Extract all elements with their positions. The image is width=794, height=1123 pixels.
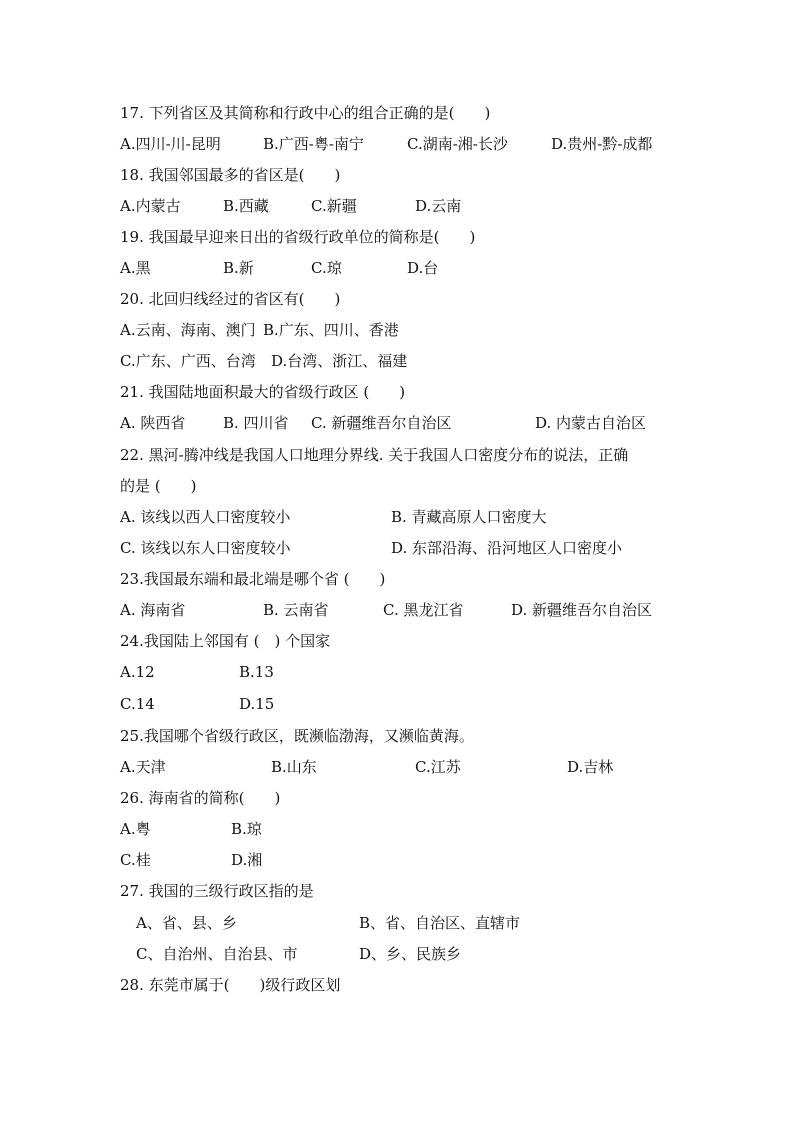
question-26-stem: 26. 海南省的简称( ) [120,789,281,807]
question-22-option-d: D. 东部沿海、沿河地区人口密度小 [391,539,623,557]
question-21-option-a: A. 陕西省 [120,414,186,432]
question-20-option-a: A.云南、海南、澳门 [120,321,256,339]
question-27-option-b: B、省、自治区、直辖市 [359,914,521,932]
question-22-option-b: B. 青藏高原人口密度大 [391,508,547,526]
question-25-option-c: C.江苏 [415,758,461,776]
question-26-option-a: A.粤 [120,820,151,838]
question-23-stem: 23.我国最东端和最北端是哪个省 ( ) [120,570,386,588]
question-19-option-d: D.台 [407,259,439,277]
question-17-option-b: B.广西-粤-南宁 [263,135,364,153]
question-24-option-c: C.14 [120,695,155,713]
question-28-stem: 28. 东莞市属于( )级行政区划 [120,976,341,994]
question-17-option-d: D.贵州-黔-成都 [551,135,653,153]
question-24-stem: 24.我国陆上邻国有 ( ) 个国家 [120,632,331,650]
question-22-option-a: A. 该线以西人口密度较小 [120,508,291,526]
question-20-option-b: B.广东、四川、香港 [263,321,399,339]
question-22-option-c: C. 该线以东人口密度较小 [120,539,291,557]
question-22-stem-continued: 的是 ( ) [120,477,197,495]
question-19-option-b: B.新 [223,259,254,277]
question-20-option-d: D.台湾、浙江、福建 [271,352,408,370]
question-23-option-b: B. 云南省 [263,601,329,619]
question-21-option-c: C. 新疆维吾尔自治区 [311,414,452,432]
question-18-option-b: B.西藏 [223,197,269,215]
question-27-option-a: A、省、县、乡 [136,914,237,932]
question-24-option-b: B.13 [239,663,274,681]
question-19-option-c: C.琼 [311,259,342,277]
question-17-option-c: C.湖南-湘-长沙 [407,135,508,153]
question-24-option-d: D.15 [239,695,275,713]
question-27-option-d: D、乡、民族乡 [359,945,462,963]
question-27-stem: 27. 我国的三级行政区指的是 [120,882,314,900]
question-21-option-d: D. 内蒙古自治区 [535,414,647,432]
question-19-option-a: A.黑 [120,259,151,277]
question-25-option-d: D.吉林 [567,758,614,776]
question-24-option-a: A.12 [120,663,155,681]
question-21-option-b: B. 四川省 [223,414,289,432]
question-18-option-c: C.新疆 [311,197,357,215]
question-19-stem: 19. 我国最早迎来日出的省级行政单位的简称是( ) [120,228,476,246]
question-23-option-c: C. 黑龙江省 [383,601,464,619]
question-26-option-b: B.琼 [231,820,262,838]
question-17-stem: 17. 下列省区及其简称和行政中心的组合正确的是( ) [120,104,491,122]
question-26-option-c: C.桂 [120,851,151,869]
question-20-stem: 20. 北回归线经过的省区有( ) [120,290,341,308]
question-25-option-a: A.天津 [120,758,166,776]
question-18-option-d: D.云南 [415,197,462,215]
question-23-option-a: A. 海南省 [120,601,186,619]
question-26-option-d: D.湘 [231,851,263,869]
question-25-option-b: B.山东 [271,758,317,776]
question-18-option-a: A.内蒙古 [120,197,181,215]
question-23-option-d: D. 新疆维吾尔自治区 [511,601,653,619]
question-21-stem: 21. 我国陆地面积最大的省级行政区 ( ) [120,383,406,401]
question-27-option-c: C、自治州、自治县、市 [136,945,298,963]
question-20-option-c: C.广东、广西、台湾 [120,352,256,370]
question-25-stem: 25.我国哪个省级行政区，既濒临渤海，又濒临黄海。 [120,727,474,745]
question-18-stem: 18. 我国邻国最多的省区是( ) [120,166,341,184]
question-17-option-a: A.四川-川-昆明 [120,135,221,153]
question-22-stem: 22. 黑河-腾冲线是我国人口地理分界线. 关于我国人口密度分布的说法，正确 [120,446,629,464]
